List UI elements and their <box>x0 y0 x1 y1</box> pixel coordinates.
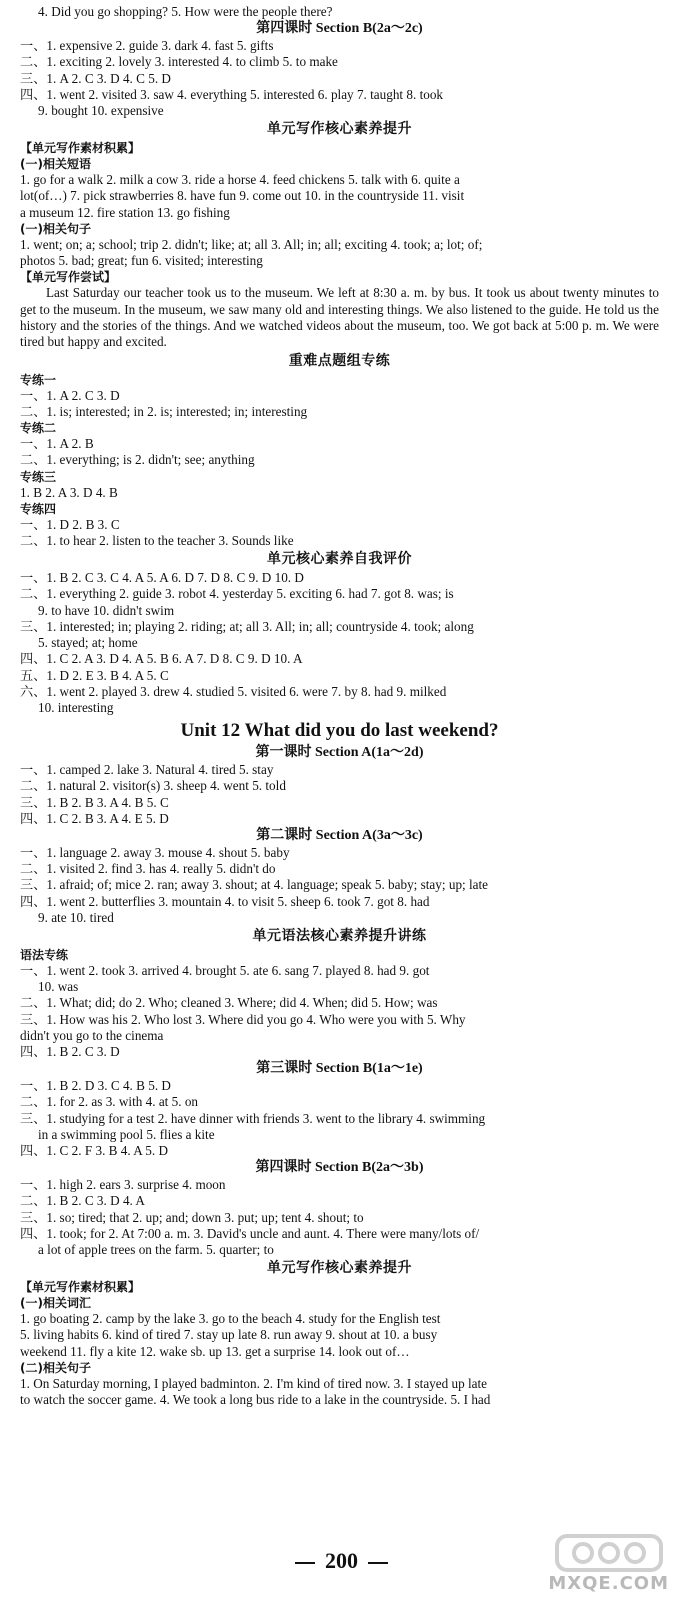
subhead-label: (二)相关句子 <box>20 1360 91 1375</box>
answer-line: 10. was <box>38 979 79 995</box>
lesson-title: 第一课时 Section A(1a～2d) <box>255 745 424 761</box>
answer-line: 三、1. so; tired; that 2. up; and; down 3. put; up; tent 4. shout; to <box>20 1209 364 1225</box>
subhead-label: (一)相关短语 <box>20 157 91 172</box>
answer-line: 5. living habits 6. kind of tired 7. stay up late 8. run away 9. shout at 10. a busy <box>20 1327 438 1343</box>
lesson-title: 第四课时 Section B(2a～2c) <box>256 21 423 37</box>
answer-line: 一、1. expensive 2. guide 3. dark 4. fast 5. gifts <box>20 38 274 54</box>
answer-line: 四、1. went 2. visited 3. saw 4. everything 5. interested 6. play 7. taught 8. took <box>20 86 444 102</box>
answer-line: 二、1. to hear 2. listen to the teacher 3. Sounds like <box>20 533 294 549</box>
answer-line: 一、1. camped 2. lake 3. Natural 4. tired 5. stay <box>20 762 274 778</box>
answer-line: to watch the soccer game. 4. We took a long bus ride to a lake in the countryside. 5. I had <box>20 1392 491 1407</box>
answer-line: 四、1. C 2. F 3. B 4. A 5. D <box>20 1142 169 1158</box>
answer-line: lot(of…) 7. pick strawberries 8. have fun 9. come out 10. in the countryside 11. visit <box>20 188 465 204</box>
answer-line: 一、1. B 2. C 3. C 4. A 5. A 6. D 7. D 8. C 9. D 10. D <box>20 570 304 586</box>
answer-line: 1. On Saturday morning, I played badminton. 2. I'm kind of tired now. 3. I stayed up late <box>20 1375 488 1391</box>
subhead-label: 专练一 <box>20 372 57 387</box>
answer-line: 二、1. everything 2. guide 3. robot 4. yesterday 5. exciting 6. had 7. got 8. was; is <box>20 586 454 602</box>
answer-line: 一、1. went 2. took 3. arrived 4. brought 5. ate 6. sang 7. played 8. had 9. got <box>20 962 430 978</box>
answer-line: 一、1. A 2. C 3. D <box>20 387 120 403</box>
subhead-label: 语法专练 <box>20 947 69 962</box>
subhead-label: (一)相关句子 <box>20 221 91 236</box>
answer-line: 三、1. A 2. C 3. D 4. C 5. D <box>20 70 171 86</box>
subhead-label: 【单元写作素材积累】 <box>20 141 141 156</box>
section-title: 单元写作核心素养提升 <box>267 1260 412 1277</box>
page-number-dash-left <box>295 1562 315 1564</box>
lesson-title: 第二课时 Section A(3a～3c) <box>256 827 423 843</box>
answer-line: 六、1. went 2. played 3. drew 4. studied 5. visited 6. were 7. by 8. had 9. milked <box>20 683 447 699</box>
page-number-value: 200 <box>325 1548 358 1573</box>
answer-line: 二、1. exciting 2. lovely 3. interested 4. to climb 5. to make <box>20 54 338 70</box>
answer-line: 三、1. How was his 2. Who lost 3. Where did you go 4. Who were you with 5. Why <box>20 1011 466 1027</box>
answer-line: 二、1. visited 2. find 3. has 4. really 5. didn't do <box>20 861 276 877</box>
answer-line: 三、1. interested; in; playing 2. riding; at; all 3. All; in; all; countryside 4. took; along <box>20 618 474 634</box>
lesson-title: 第四课时 Section B(2a～3b) <box>255 1160 424 1176</box>
section-title: 单元核心素养自我评价 <box>267 551 412 568</box>
answer-line: 1. go boating 2. camp by the lake 3. go to the beach 4. study for the English test <box>20 1311 441 1327</box>
answer-line: 三、1. afraid; of; mice 2. ran; away 3. shout; at 4. language; speak 5. baby; stay; up; late <box>20 877 489 893</box>
lesson-title: 第三课时 Section B(1a～1e) <box>256 1061 423 1077</box>
subhead-label: 专练四 <box>20 501 57 516</box>
watermark-text: MXQE.COM <box>548 1573 669 1594</box>
answer-line: 一、1. D 2. B 3. C <box>20 516 120 532</box>
answer-line: 五、1. D 2. E 3. B 4. A 5. C <box>20 667 169 683</box>
answer-line: 二、1. everything; is 2. didn't; see; anything <box>20 452 255 468</box>
answer-line: 一、1. high 2. ears 3. surprise 4. moon <box>20 1177 226 1193</box>
answer-line: weekend 11. fly a kite 12. wake sb. up 13. get a surprise 14. look out of… <box>20 1343 410 1359</box>
answer-line: 5. stayed; at; home <box>38 635 138 651</box>
answer-line: 三、1. studying for a test 2. have dinner with friends 3. went to the library 4. swimming <box>20 1110 486 1126</box>
answer-line: a lot of apple trees on the farm. 5. quarter; to <box>38 1241 274 1257</box>
answer-line: 二、1. is; interested; in 2. is; interested; in; interesting <box>20 404 308 420</box>
answer-line: 三、1. B 2. B 3. A 4. B 5. C <box>20 794 169 810</box>
answer-line: 四、1. went 2. butterflies 3. mountain 4. to visit 5. sheep 6. took 7. got 8. had <box>20 893 430 909</box>
section-title: 单元写作核心素养提升 <box>267 121 412 138</box>
answer-line: 9. ate 10. tired <box>38 909 114 925</box>
answer-line: photos 5. bad; great; fun 6. visited; interesting <box>20 253 263 269</box>
watermark <box>543 1528 675 1598</box>
section-title: 单元语法核心素养提升讲练 <box>252 927 427 944</box>
answer-line: 一、1. B 2. D 3. C 4. B 5. D <box>20 1078 171 1094</box>
answer-line: 四、1. C 2. A 3. D 4. A 5. B 6. A 7. D 8. C 9. D 10. A <box>20 651 303 667</box>
answer-line: 9. to have 10. didn't swim <box>38 602 175 618</box>
answer-line: 四、1. C 2. B 3. A 4. E 5. D <box>20 810 169 826</box>
section-title: 重难点题组专练 <box>288 352 391 369</box>
subhead-label: (一)相关词汇 <box>20 1296 91 1311</box>
subhead-label: 【单元写作素材积累】 <box>20 1280 141 1295</box>
answer-line: 一、1. A 2. B <box>20 436 94 452</box>
answer-line: 二、1. for 2. as 3. with 4. at 5. on <box>20 1094 199 1110</box>
answer-line: 1. go for a walk 2. milk a cow 3. ride a horse 4. feed chickens 5. talk with 6. quite a <box>20 172 460 188</box>
answer-line: 四、1. took; for 2. At 7:00 a. m. 3. David's uncle and aunt. 4. There were many/lots of/ <box>20 1225 480 1241</box>
subhead-label: 【单元写作尝试】 <box>20 270 117 285</box>
answer-line: 9. bought 10. expensive <box>38 103 164 119</box>
unit-title: Unit 12 What did you do last weekend? <box>180 720 499 742</box>
page-number-dash-right <box>368 1562 388 1564</box>
answer-line: 四、1. B 2. C 3. D <box>20 1043 120 1059</box>
answer-line: in a swimming pool 5. flies a kite <box>38 1126 215 1142</box>
answer-line: 二、1. What; did; do 2. Who; cleaned 3. Where; did 4. When; did 5. How; was <box>20 995 438 1011</box>
answer-line: didn't you go to the cinema <box>20 1027 164 1043</box>
answer-line: 二、1. B 2. C 3. D 4. A <box>20 1193 145 1209</box>
answer-line: 4. Did you go shopping? 5. How were the people there? <box>38 4 333 19</box>
answer-line: 1. went; on; a; school; trip 2. didn't; like; at; all 3. All; in; all; exciting 4. took; a; lot; of; <box>20 236 483 252</box>
answer-line: a museum 12. fire station 13. go fishing <box>20 204 230 220</box>
writing-paragraph: Last Saturday our teacher took us to the museum. We left at 8:30 a. m. by bus. It took us about twenty minutes to get to the museum. In the museum, we saw many old and interesting things. We also listened to the guide. He told us the history and the stories of the things. And we watched videos about the museum, too. We got back at 5:00 p. m. We were tired but happy and excited. <box>20 285 659 350</box>
answer-line: 二、1. natural 2. visitor(s) 3. sheep 4. went 5. told <box>20 778 286 794</box>
answer-line: 一、1. language 2. away 3. mouse 4. shout 5. baby <box>20 844 290 860</box>
answer-line: 1. B 2. A 3. D 4. B <box>20 484 118 500</box>
subhead-label: 专练三 <box>20 469 57 484</box>
subhead-label: 专练二 <box>20 421 57 436</box>
answer-line: 10. interesting <box>38 699 114 715</box>
